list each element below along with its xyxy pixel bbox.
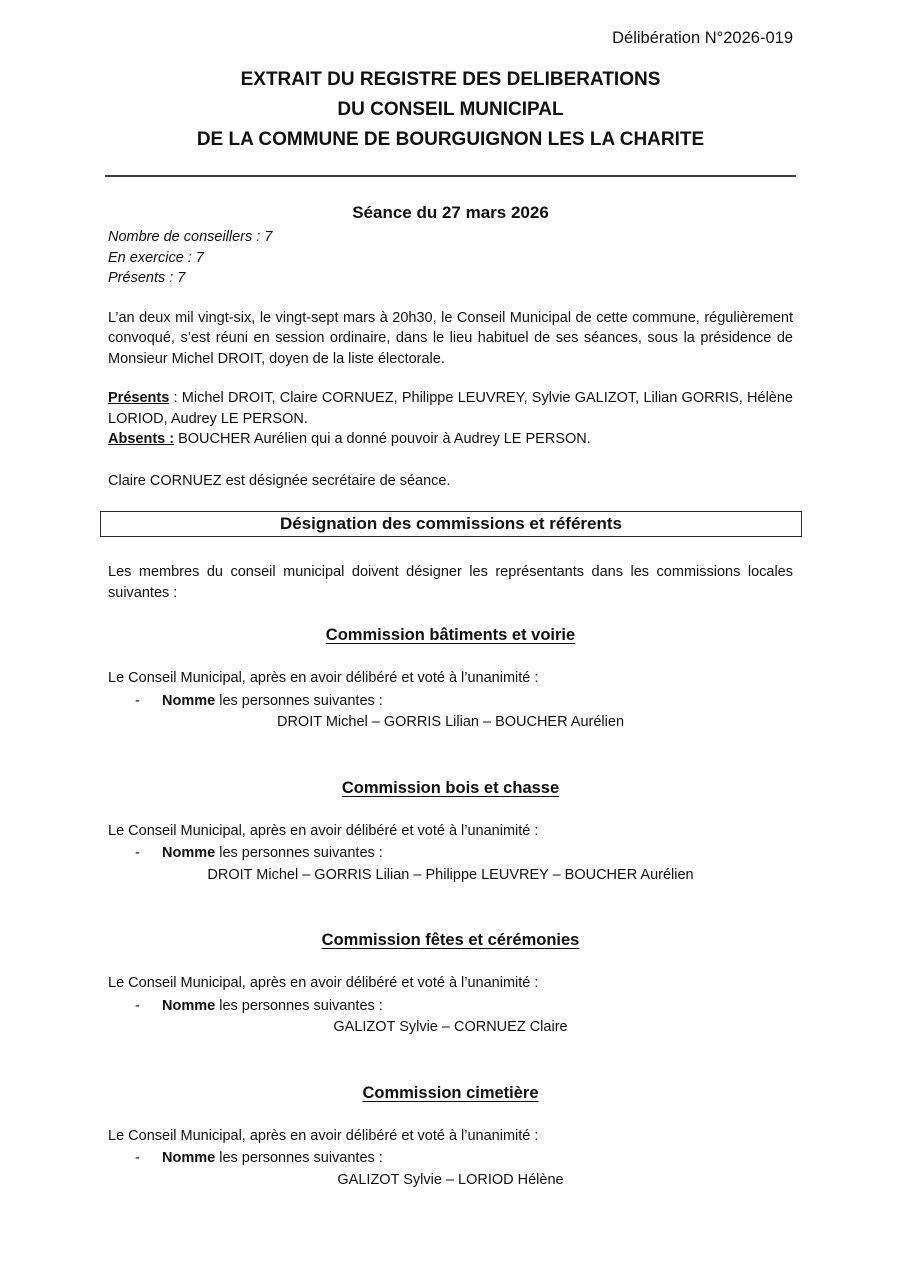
session-heading: Séance du 27 mars 2026 <box>352 203 549 222</box>
commission-title: Commission bâtiments et voirie <box>325 626 576 644</box>
absents-names: BOUCHER Aurélien qui a donné pouvoir à Audrey LE PERSON. <box>174 431 591 447</box>
deliberation-line: Le Conseil Municipal, après en avoir délibéré et voté à l’unanimité : <box>108 822 539 839</box>
title-line-2: DU CONSEIL MUNICIPAL <box>337 99 564 120</box>
commission-title: Commission fêtes et cérémonies <box>321 931 580 949</box>
counter-conseillers: Nombre de conseillers : 7 <box>108 229 273 245</box>
commission-section-cimetiere <box>108 1082 793 1191</box>
bullet-rest: les personnes suivantes : <box>215 1150 383 1166</box>
absents-label: Absents : <box>108 431 175 447</box>
commission-section-fetes <box>108 929 793 1038</box>
intro-paragraph: L’an deux mil vingt-six, le vingt-sept mars à 20h30, le Conseil Municipal de cette commune, régulièrement convoqué, s’est réuni en session ordinaire, dans le lieu habituel de ses séances, sous la présidence de Monsieur Michel DROIT, doyen de la liste électorale. <box>108 309 793 367</box>
absents-paragraph <box>108 429 793 450</box>
bullet-dash: - <box>135 692 140 709</box>
deliberation-line: Le Conseil Municipal, après en avoir délibéré et voté à l’unanimité : <box>108 1127 539 1144</box>
deliberation-line: Le Conseil Municipal, après en avoir délibéré et voté à l’unanimité : <box>108 670 539 686</box>
commission-title: Commission cimetière <box>362 1083 539 1102</box>
commission-title: Commission bois et chasse <box>341 778 560 797</box>
title-line-1: EXTRAIT DU REGISTRE DES DELIBERATIONS <box>240 69 661 90</box>
bullet-line <box>108 843 793 864</box>
bullet-rest: les personnes suivantes : <box>215 692 383 709</box>
deliberation-number: Délibération N°2026-019 <box>612 29 793 47</box>
bullet-verb: Nomme <box>162 1150 216 1166</box>
attendance-block <box>108 388 793 450</box>
commission-members: GALIZOT Sylvie – CORNUEZ Claire <box>333 1019 568 1035</box>
presents-names: : Michel DROIT, Claire CORNUEZ, Philippe LEUVREY, Sylvie GALIZOT, Lilian GORRIS, Hélène LORIOD, Audrey LE PERSON. <box>108 390 793 427</box>
presents-paragraph <box>108 388 793 429</box>
bullet-verb: Nomme <box>162 997 216 1014</box>
commission-section-batiments <box>108 624 793 733</box>
commissions-intro: Les membres du conseil municipal doivent désigner les représentants dans les commissions locales suivantes : <box>108 564 793 601</box>
bullet-verb: Nomme <box>162 692 216 709</box>
bullet-dash: - <box>135 1150 140 1166</box>
bullet-dash: - <box>135 997 140 1014</box>
document-title <box>108 65 793 155</box>
bullet-line <box>108 691 793 712</box>
commission-members: DROIT Michel – GORRIS Lilian – Philippe LEUVREY – BOUCHER Aurélien <box>207 866 694 883</box>
bullet-line <box>108 1148 793 1169</box>
bullet-line <box>108 996 793 1017</box>
secretary-line: Claire CORNUEZ est désignée secrétaire de séance. <box>108 472 451 489</box>
commission-section-bois-chasse <box>108 777 793 886</box>
bullet-dash: - <box>135 845 140 861</box>
commission-members: DROIT Michel – GORRIS Lilian – BOUCHER Aurélien <box>276 714 625 730</box>
title-line-3: DE LA COMMUNE DE BOURGUIGNON LES LA CHARITE <box>196 129 705 150</box>
bullet-verb: Nomme <box>162 845 216 861</box>
counters-block <box>108 227 793 289</box>
bullet-rest: les personnes suivantes : <box>215 845 383 861</box>
counter-presents: Présents : 7 <box>108 270 186 286</box>
deliberation-line: Le Conseil Municipal, après en avoir délibéré et voté à l’unanimité : <box>108 975 539 991</box>
section-box-heading: Désignation des commissions et référents <box>100 511 802 537</box>
bullet-rest: les personnes suivantes : <box>215 997 383 1014</box>
presents-label: Présents <box>108 390 170 406</box>
commission-members: GALIZOT Sylvie – LORIOD Hélène <box>337 1171 564 1188</box>
horizontal-rule <box>105 175 796 177</box>
counter-en-exercice: En exercice : 7 <box>108 249 204 266</box>
